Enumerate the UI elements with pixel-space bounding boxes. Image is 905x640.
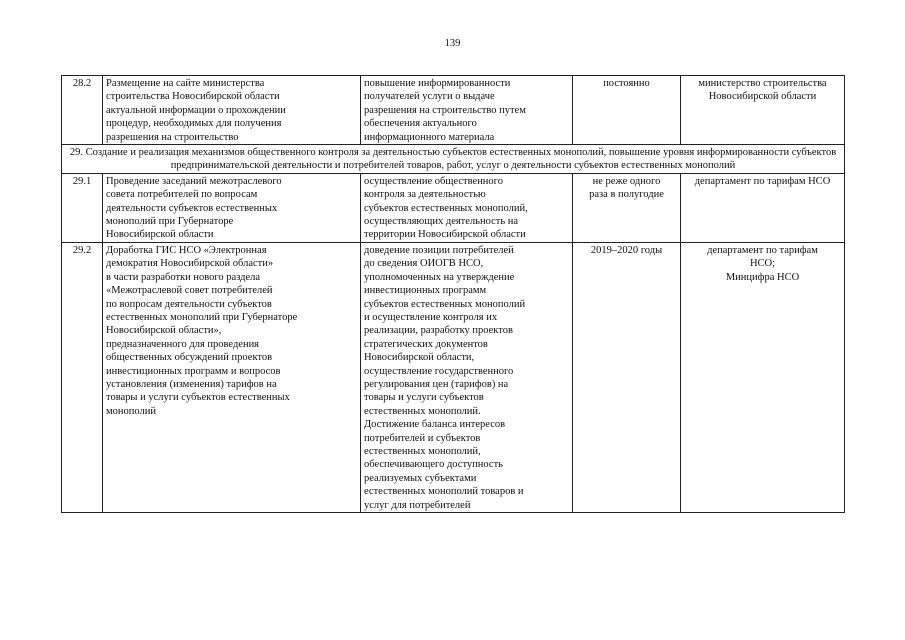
execution-term: 2019–2020 годы: [573, 242, 681, 512]
table-row: [62, 242, 845, 512]
execution-term: постоянно: [573, 76, 681, 145]
rows-after: [62, 173, 845, 512]
expected-result: повышение информированности получателей услуги о выдаче разрешения на строительство путем обеспечения актуального информационного материала: [361, 76, 573, 145]
rows-before: [62, 76, 845, 145]
responsible-executor: министерство строительства Новосибирской области: [681, 76, 845, 145]
event-description: Доработка ГИС НСО «Электронная демократия Новосибирской области» в части разработки нового раздела «Межотраслевой совет потребителей по вопросам деятельности субъектов естественных монополий при Губернаторе Новосибирской области», предназначенного для проведения общественных обсуждений проектов инвестиционных программ и вопросов установления (изменения) тарифов на товары и услуги субъектов естественных монополий: [103, 242, 361, 512]
responsible-executor: департамент по тарифам НСО; Минцифра НСО: [681, 242, 845, 512]
table-row: [62, 173, 845, 242]
item-number: 29.1: [62, 173, 103, 242]
item-number: 28.2: [62, 76, 103, 145]
page-number: 139: [444, 38, 461, 49]
expected-result: осуществление общественного контроля за деятельностью субъектов естественных монополий, осуществляющих деятельность на территории Новосибирской области: [361, 173, 573, 242]
execution-term: не реже одного раза в полугодие: [573, 173, 681, 242]
item-number: 29.2: [62, 242, 103, 512]
expected-result: доведение позиции потребителей до сведения ОИОГВ НСО, уполномоченных на утверждение инвестиционных программ субъектов естественных монополий и осуществление контроля их реализации, разработку проектов стратегических документов Новосибирской области, осуществление государственного регулирования цен (тарифов) на товары и услуги субъектов естественных монополий. Достижение баланса интересов потребителей и субъектов естественных монополий, обеспечивающего доступность реализуемых субъектами естественных монополий товаров и услуг для потребителей: [361, 242, 573, 512]
event-description: Размещение на сайте министерства строительства Новосибирской области актуальной информации о прохождении процедур, необходимых для получения разрешения на строительство: [103, 76, 361, 145]
measures-table: [61, 75, 845, 513]
event-description: Проведение заседаний межотраслевого совета потребителей по вопросам деятельности субъектов естественных монополий при Губернаторе Новосибирской области: [103, 173, 361, 242]
table-row: [62, 76, 845, 145]
section-header-group: [62, 145, 845, 174]
section-header: 29. Создание и реализация механизмов общественного контроля за деятельностью субъектов естественных монополий, повышение уровня информированности субъектов предпринимательской деятельности и потребителей товаров, работ, услуг о деятельности субъектов естественных монополий: [62, 145, 845, 174]
section-header-row: [62, 145, 845, 174]
responsible-executor: департамент по тарифам НСО: [681, 173, 845, 242]
